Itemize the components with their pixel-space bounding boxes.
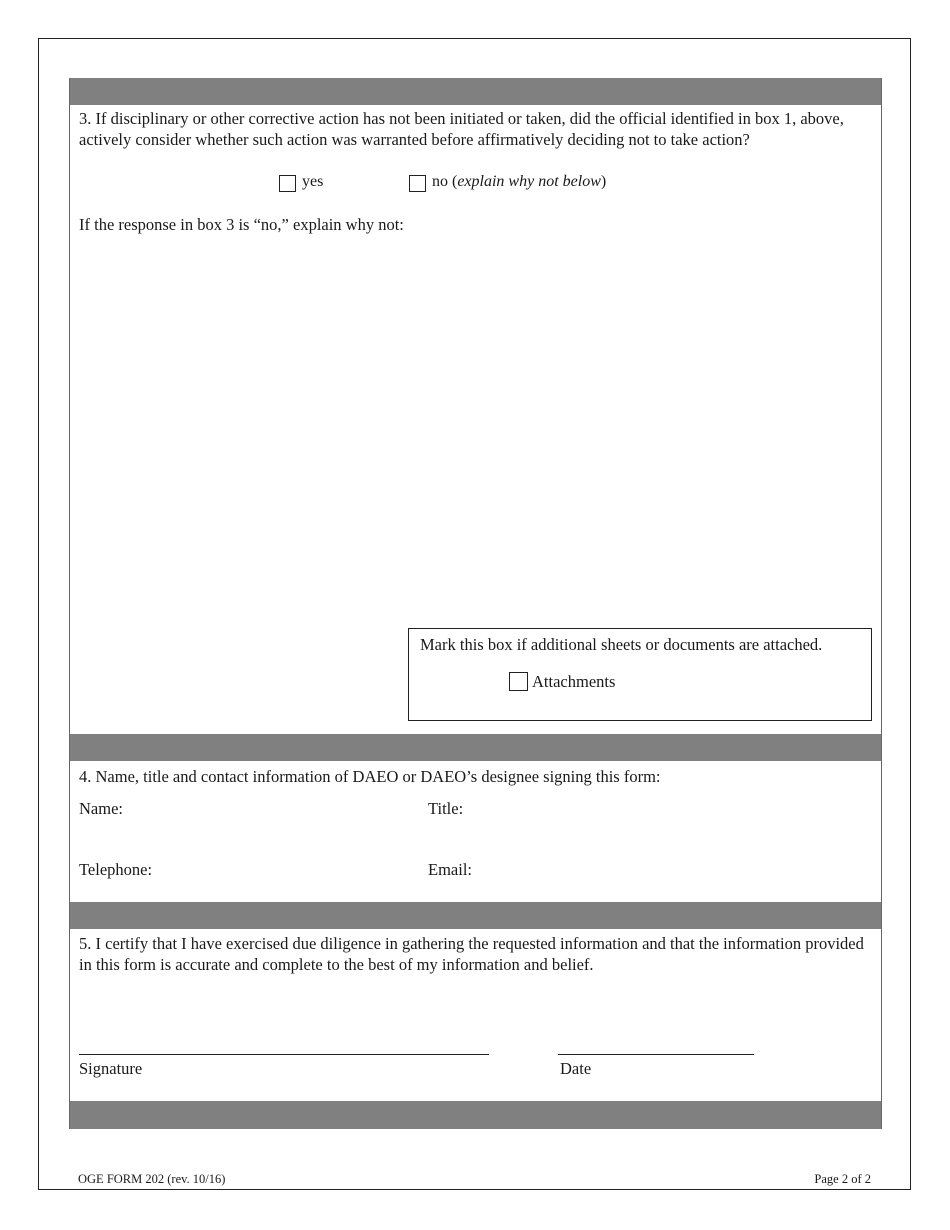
no-label-prefix: no ( <box>432 173 458 190</box>
email-field[interactable] <box>480 857 870 881</box>
section-divider-bottom <box>70 1101 881 1129</box>
section-divider-5 <box>70 902 881 929</box>
telephone-field[interactable] <box>165 857 410 881</box>
no-label-hint: explain why not below <box>457 173 601 190</box>
signature-label: Signature <box>79 1059 143 1078</box>
section-5-certification: 5. I certify that I have exercised due diligence in gathering the requested information and that the information provided in this form is accurate and complete to the best of my information and belief. <box>79 934 864 974</box>
telephone-label: Telephone: <box>79 860 153 879</box>
title-label: Title: <box>428 799 464 818</box>
page-number: Page 2 of 2 <box>814 1172 871 1186</box>
attachments-instruction: Mark this box if additional sheets or documents are attached. <box>420 635 823 654</box>
explain-text-area[interactable] <box>79 240 869 620</box>
section-divider-4 <box>70 734 881 761</box>
signature-line[interactable] <box>79 1054 489 1055</box>
section-divider-top <box>70 78 881 105</box>
attachments-checkbox[interactable] <box>509 672 528 691</box>
date-label: Date <box>560 1059 592 1078</box>
explain-prompt: If the response in box 3 is “no,” explain why not: <box>79 215 404 234</box>
form-id: OGE FORM 202 (rev. 10/16) <box>78 1172 226 1186</box>
attachments-label: Attachments <box>532 672 616 691</box>
date-line[interactable] <box>558 1054 754 1055</box>
name-label: Name: <box>79 799 123 818</box>
attachments-box <box>408 628 872 721</box>
no-checkbox[interactable] <box>409 175 426 192</box>
section-3-question: 3. If disciplinary or other corrective action has not been initiated or taken, did the official identified in box 1, above, actively consider whether such action was warranted before affirmatively deciding not to take action? <box>79 109 844 149</box>
title-field[interactable] <box>470 796 870 820</box>
email-label: Email: <box>428 860 472 879</box>
section-4-heading: 4. Name, title and contact information of DAEO or DAEO’s designee signing this form: <box>79 767 661 786</box>
form-container <box>69 78 882 1129</box>
no-label-suffix: ) <box>600 173 607 190</box>
name-field[interactable] <box>130 796 410 820</box>
yes-label: yes <box>302 173 324 190</box>
no-label <box>432 173 606 191</box>
yes-checkbox[interactable] <box>279 175 296 192</box>
